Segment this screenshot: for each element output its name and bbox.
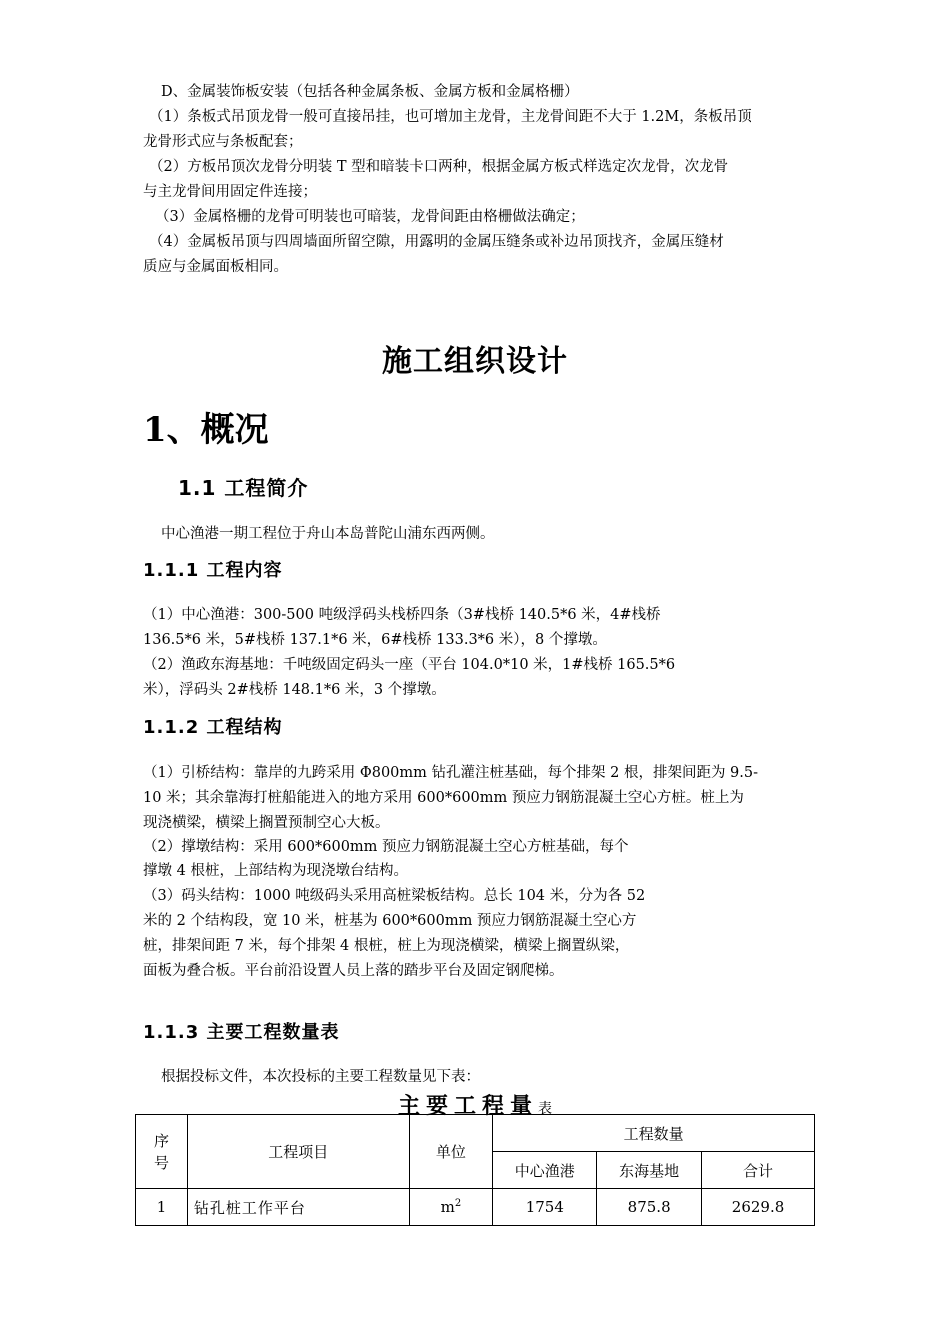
table-row — [136, 1189, 815, 1226]
table-title-main: 主要工程量 — [397, 1093, 538, 1119]
cell-donghai-base: 875.8 — [597, 1189, 702, 1226]
subsection-heading-1-1-2: 1.1.2 工程结构 — [143, 717, 283, 738]
paragraph-line: （3）码头结构：1000 吨级码头采用高桩梁板结构。总长 104 米，分为各 52 — [143, 888, 646, 904]
paragraph-line: 现浇横梁，横梁上搁置预制空心大板。 — [143, 815, 390, 831]
header-central-port: 中心渔港 — [493, 1152, 597, 1189]
paragraph-line: （3）金属格栅的龙骨可明装也可暗装，龙骨间距由格栅做法确定； — [155, 209, 585, 225]
paragraph-line: （2）方板吊顶次龙骨分明装 T 型和暗装卡口两种，根据金属方板式样选定次龙骨，次龙骨 — [149, 159, 729, 175]
quantity-table — [135, 1114, 815, 1226]
cell-unit: $m^2$ — [409, 1189, 493, 1226]
cell-total: 2629.8 — [702, 1189, 815, 1226]
paragraph-line: 与主龙骨间用固定件连接； — [143, 184, 317, 200]
paragraph-line: 136.5*6 米，5#栈桥 137.1*6 米，6#栈桥 133.3*6 米），8 个撑墩。 — [143, 632, 607, 648]
header-total: 合计 — [702, 1152, 815, 1189]
paragraph-line: 质应与金属面板相同。 — [143, 259, 288, 275]
table-intro: 根据投标文件，本次投标的主要工程数量见下表： — [161, 1069, 480, 1085]
section-heading: 1.1 工程简介 — [178, 476, 309, 500]
paragraph-line: 米），浮码头 2#栈桥 148.1*6 米，3 个撑墩。 — [143, 682, 446, 698]
paragraph-line: （2）渔政东海基地：千吨级固定码头一座（平台 104.0*10 米，1#栈桥 165.5*6 — [143, 657, 676, 673]
paragraph-line: （1）中心渔港：300-500 吨级浮码头栈桥四条（3#栈桥 140.5*6 米，4#栈桥 — [143, 607, 661, 623]
paragraph-line: 10 米；其余靠海打桩船能进入的地方采用 600*600mm 预应力钢筋混凝土空心方桩。桩上为 — [143, 790, 744, 806]
paragraph-line: 米的 2 个结构段，宽 10 米，桩基为 600*600mm 预应力钢筋混凝土空心方 — [143, 913, 637, 929]
chapter-heading: 1、概况 — [143, 410, 269, 450]
header-donghai-base: 东海基地 — [597, 1152, 702, 1189]
table-header-row — [136, 1115, 815, 1152]
cell-central-port: 1754 — [493, 1189, 597, 1226]
cell-seq: 1 — [136, 1189, 188, 1226]
header-unit: 单位 — [409, 1115, 493, 1189]
header-quantity: 工程数量 — [493, 1115, 815, 1152]
paragraph-line: （4）金属板吊顶与四周墙面所留空隙，用露明的金属压缝条或补边吊顶找齐，金属压缝材 — [149, 234, 724, 250]
paragraph-line: 撑墩 4 根桩，上部结构为现浇墩台结构。 — [143, 863, 408, 879]
intro-paragraph: 中心渔港一期工程位于舟山本岛普陀山浦东西两侧。 — [161, 526, 495, 542]
table-title-suffix: 表 — [538, 1101, 552, 1117]
paragraph-line: 面板为叠合板。平台前沿设置人员上落的踏步平台及固定钢爬梯。 — [143, 963, 564, 979]
paragraph-line: （2）撑墩结构：采用 600*600mm 预应力钢筋混凝土空心方桩基础，每个 — [143, 839, 629, 855]
document-title: 施工组织设计 — [382, 344, 568, 379]
subsection-heading-1-1-3: 1.1.3 主要工程数量表 — [143, 1022, 340, 1043]
cell-item: 钻孔桩工作平台 — [187, 1189, 409, 1226]
paragraph-line: （1）条板式吊顶龙骨一般可直接吊挂，也可增加主龙骨，主龙骨间距不大于 1.2M，条板吊顶 — [149, 109, 752, 125]
paragraph-line: （1）引桥结构：靠岸的九跨采用 Φ800mm 钻孔灌注桩基础，每个排架 2 根，排架间距为 9.5- — [143, 765, 759, 781]
section-d-heading: D、金属装饰板安装（包括各种金属条板、金属方板和金属格栅） — [161, 84, 579, 100]
subsection-heading-1-1-1: 1.1.1 工程内容 — [143, 560, 283, 581]
header-seq: 序号 — [136, 1115, 188, 1189]
paragraph-line: 桩，排架间距 7 米，每个排架 4 根桩，桩上为现浇横梁，横梁上搁置纵梁， — [143, 938, 630, 954]
header-item: 工程项目 — [187, 1115, 409, 1189]
paragraph-line: 龙骨形式应与条板配套； — [143, 134, 303, 150]
